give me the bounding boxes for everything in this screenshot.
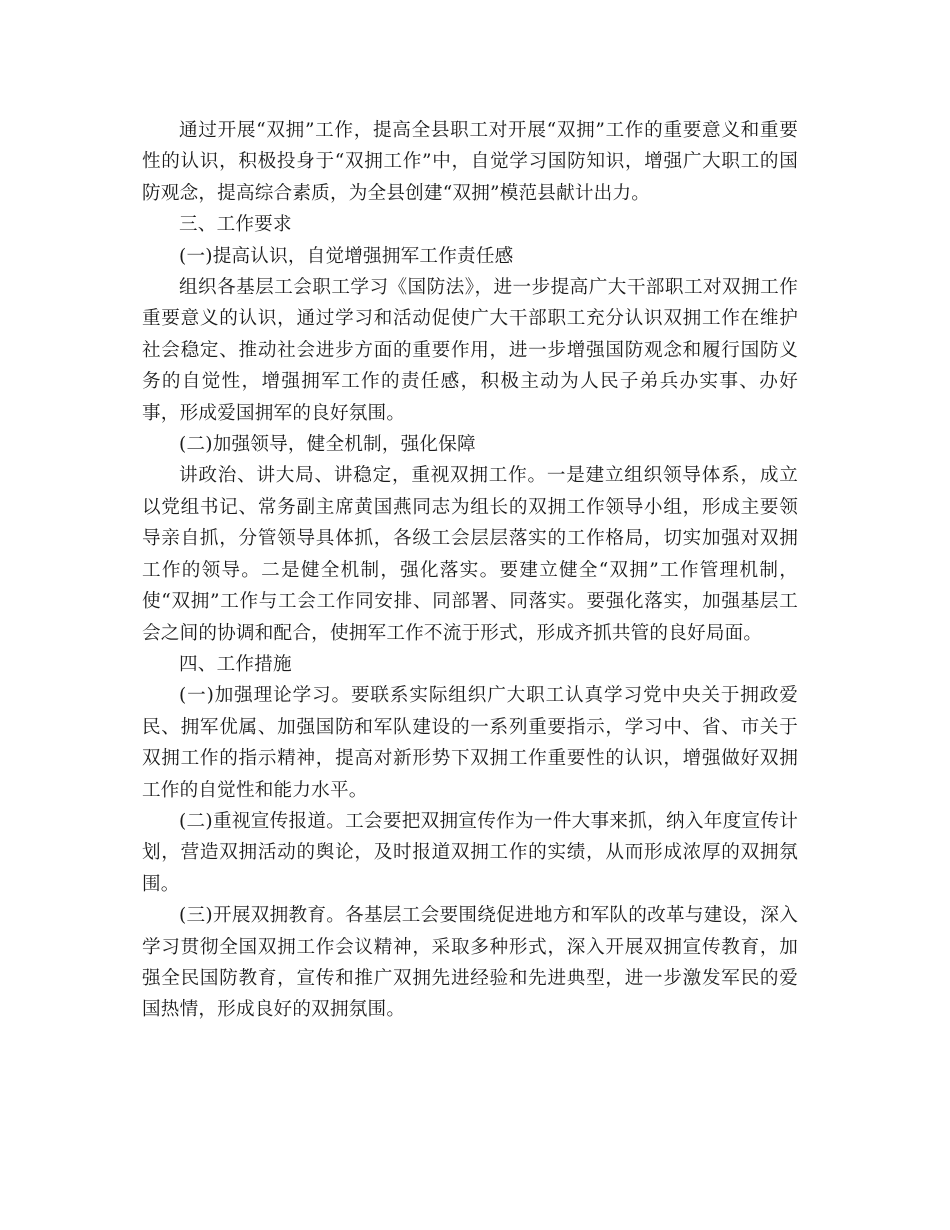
paragraph-raise-awareness: 组织各基层工会职工学习《国防法》，进一步提高广大干部职工对双拥工作重要意义的认识，通过学习和活动促使广大干部职工充分认识双拥工作在维护社会稳定、推动社会进步方面的重要作用，进一步增强国防观念和履行国防义务的自觉性，增强拥军工作的责任感，积极主动为人民子弟兵办实事、办好事，形成爱国拥军的良好氛围。 — [142, 277, 798, 424]
section-heading-measures: 四、工作措施 — [179, 653, 292, 675]
paragraph-theory-study: (一)加强理论学习。要联系实际组织广大职工认真学习党中央关于拥政爱民、拥军优属、加强国防和军队建设的一系列重要指示，学习中、省、市关于双拥工作的指示精神，提高对新形势下双拥工作重要性的认识，增强做好双拥工作的自觉性和能力水平。 — [142, 685, 798, 801]
document-body — [142, 115, 798, 1026]
paragraph-education: (三)开展双拥教育。各基层工会要围绕促进地方和军队的改革与建设，深入学习贯彻全国双拥工作会议精神，采取多种形式，深入开展双拥宣传教育，加强全民国防教育，宣传和推广双拥先进经验和先进典型，进一步激发军民的爱国热情，形成良好的双拥氛围。 — [142, 905, 798, 1021]
paragraph-strengthen-leadership: 讲政治、讲大局、讲稳定，重视双拥工作。一是建立组织领导体系，成立以党组书记、常务副主席黄国燕同志为组长的双拥工作领导小组，形成主要领导亲自抓，分管领导具体抓，各级工会层层落实的工作格局，切实加强对双拥工作的领导。二是健全机制，强化落实。要建立健全“双拥”工作管理机制，使“双拥”工作与工会工作同安排、同部署、同落实。要强化落实，加强基层工会之间的协调和配合，使拥军工作不流于形式，形成齐抓共管的良好局面。 — [142, 465, 798, 644]
section-heading-requirements: 三、工作要求 — [179, 214, 292, 236]
paragraph-publicity: (二)重视宣传报道。工会要把双拥宣传作为一件大事来抓，纳入年度宣传计划，营造双拥活动的舆论，及时报道双拥工作的实绩，从而形成浓厚的双拥氛围。 — [142, 810, 798, 895]
subheading-raise-awareness: (一)提高认识，自觉增强拥军工作责任感 — [179, 245, 514, 267]
paragraph-intro: 通过开展“双拥”工作，提高全县职工对开展“双拥”工作的重要意义和重要性的认识，积极投身于“双拥工作”中，自觉学习国防知识，增强广大职工的国防观念，提高综合素质，为全县创建“双拥”模范县献计出力。 — [142, 120, 798, 204]
subheading-strengthen-leadership: (二)加强领导，健全机制，强化保障 — [179, 434, 476, 456]
